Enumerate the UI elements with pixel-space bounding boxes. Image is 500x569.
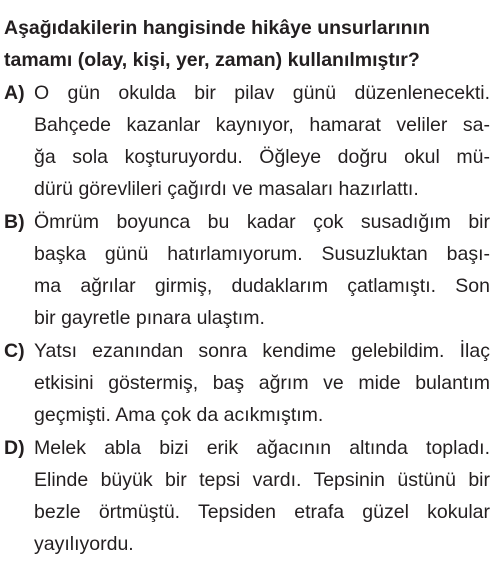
option-b[interactable] (4, 206, 490, 334)
option-d[interactable] (4, 432, 490, 560)
option-line: geçmişti. Ama çok da acıkmıştım. (34, 404, 324, 426)
option-letter: D) (4, 437, 25, 459)
option-line: dürü görevlileri çağırdı ve masaları hazırlattı. (34, 178, 419, 200)
option-line: ma ağrılar girmiş, dudaklarım çatlamıştı. Son (34, 275, 490, 297)
question-stem (4, 12, 490, 76)
option-text (34, 206, 490, 334)
option-letter: A) (4, 82, 25, 104)
option-letter: B) (4, 211, 25, 233)
option-line: Elinde büyük bir tepsi vardı. Tepsinin üstünü bir (34, 469, 490, 491)
option-line: Melek abla bizi erik ağacının altında topladı. (34, 437, 490, 459)
option-line: bezle örtmüştü. Tepsiden etrafa güzel kokular (34, 501, 490, 523)
option-line: yayılıyordu. (34, 533, 134, 555)
option-c[interactable] (4, 335, 490, 431)
option-line: Ömrüm boyunca bu kadar çok susadığım bir (34, 211, 490, 233)
option-line: Bahçede kazanlar kaynıyor, hamarat veliler sa- (34, 114, 490, 136)
option-line: bir gayretle pınara ulaştım. (34, 307, 265, 329)
option-text (34, 335, 490, 431)
option-line: Yatsı ezanından sonra kendime gelebildim. İlaç (34, 340, 490, 362)
option-line: etkisini göstermiş, baş ağrım ve mide bulantım (34, 372, 490, 394)
option-text (34, 432, 490, 560)
question-line: tamamı (olay, kişi, yer, zaman) kullanılmıştır? (4, 49, 420, 71)
option-text (34, 77, 490, 205)
option-a[interactable] (4, 77, 490, 205)
option-letter: C) (4, 340, 25, 362)
option-line: ğa sola koşturuyordu. Öğleye doğru okul mü- (34, 146, 490, 168)
question-line: Aşağıdakilerin hangisinde hikâye unsurlarının (4, 17, 430, 39)
option-line: başka günü hatırlamıyorum. Susuzluktan başı- (34, 243, 490, 265)
option-line: O gün okulda bir pilav günü düzenlenecekti. (34, 82, 490, 104)
